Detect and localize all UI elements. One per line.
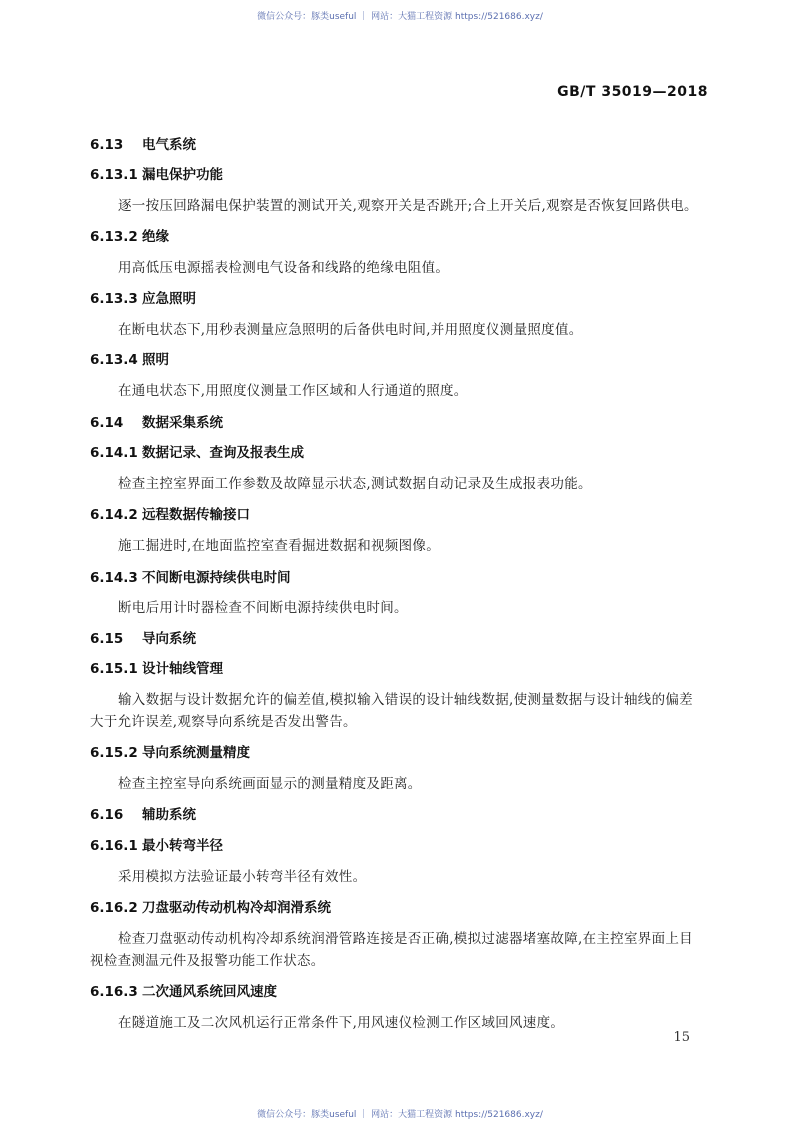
section-heading: 6.13.2 绝缘 xyxy=(90,229,169,245)
section-heading: 6.16.1 最小转弯半径 xyxy=(90,838,223,854)
watermark-top: 微信公众号：豚类useful ｜ 网站：大猫工程资源 https://521686.xyz/ xyxy=(257,12,543,22)
section-heading: 6.15.2 导向系统测量精度 xyxy=(90,745,250,761)
section-heading: 6.15.1 设计轴线管理 xyxy=(90,661,223,677)
section-heading: 6.13 电气系统 xyxy=(90,137,196,153)
paragraph: 输入数据与设计数据允许的偏差值,模拟输入错误的设计轴线数据,使测量数据与设计轴线的偏差 xyxy=(118,692,693,708)
watermark-bottom: 微信公众号：豚类useful ｜ 网站：大猫工程资源 https://521686.xyz/ xyxy=(257,1110,543,1120)
paragraph: 断电后用计时器检查不间断电源持续供电时间。 xyxy=(118,600,408,616)
section-heading: 6.14.3 不间断电源持续供电时间 xyxy=(90,570,291,586)
paragraph: 检查主控室导向系统画面显示的测量精度及距离。 xyxy=(118,776,422,792)
standard-code: GB/T 35019—2018 xyxy=(557,84,708,100)
paragraph: 施工掘进时,在地面监控室查看掘进数据和视频图像。 xyxy=(118,538,440,554)
section-heading: 6.16 辅助系统 xyxy=(90,807,196,823)
paragraph: 逐一按压回路漏电保护装置的测试开关,观察开关是否跳开;合上开关后,观察是否恢复回路供电。 xyxy=(118,198,698,214)
paragraph: 在隧道施工及二次风机运行正常条件下,用风速仪检测工作区域回风速度。 xyxy=(118,1015,565,1031)
paragraph: 用高低压电源摇表检测电气设备和线路的绝缘电阻值。 xyxy=(118,260,450,276)
paragraph-continuation: 大于允许误差,观察导向系统是否发出警告。 xyxy=(90,714,357,730)
paragraph: 检查刀盘驱动传动机构冷却系统润滑管路连接是否正确,模拟过滤器堵塞故障,在主控室界面上目 xyxy=(118,931,693,947)
page-number: 15 xyxy=(673,1030,690,1045)
section-heading: 6.14.2 远程数据传输接口 xyxy=(90,507,250,523)
paragraph: 检查主控室界面工作参数及故障显示状态,测试数据自动记录及生成报表功能。 xyxy=(118,476,592,492)
section-heading: 6.13.1 漏电保护功能 xyxy=(90,167,223,183)
paragraph: 在断电状态下,用秒表测量应急照明的后备供电时间,并用照度仪测量照度值。 xyxy=(118,322,583,338)
section-heading: 6.16.3 二次通风系统回风速度 xyxy=(90,984,277,1000)
section-heading: 6.14 数据采集系统 xyxy=(90,415,223,431)
paragraph-continuation: 视检查测温元件及报警功能工作状态。 xyxy=(90,953,325,969)
section-heading: 6.16.2 刀盘驱动传动机构冷却润滑系统 xyxy=(90,900,331,916)
section-heading: 6.14.1 数据记录、查询及报表生成 xyxy=(90,445,304,461)
paragraph: 在通电状态下,用照度仪测量工作区域和人行通道的照度。 xyxy=(118,383,468,399)
paragraph: 采用模拟方法验证最小转弯半径有效性。 xyxy=(118,869,367,885)
section-heading: 6.15 导向系统 xyxy=(90,631,196,647)
section-heading: 6.13.3 应急照明 xyxy=(90,291,196,307)
section-heading: 6.13.4 照明 xyxy=(90,352,169,368)
